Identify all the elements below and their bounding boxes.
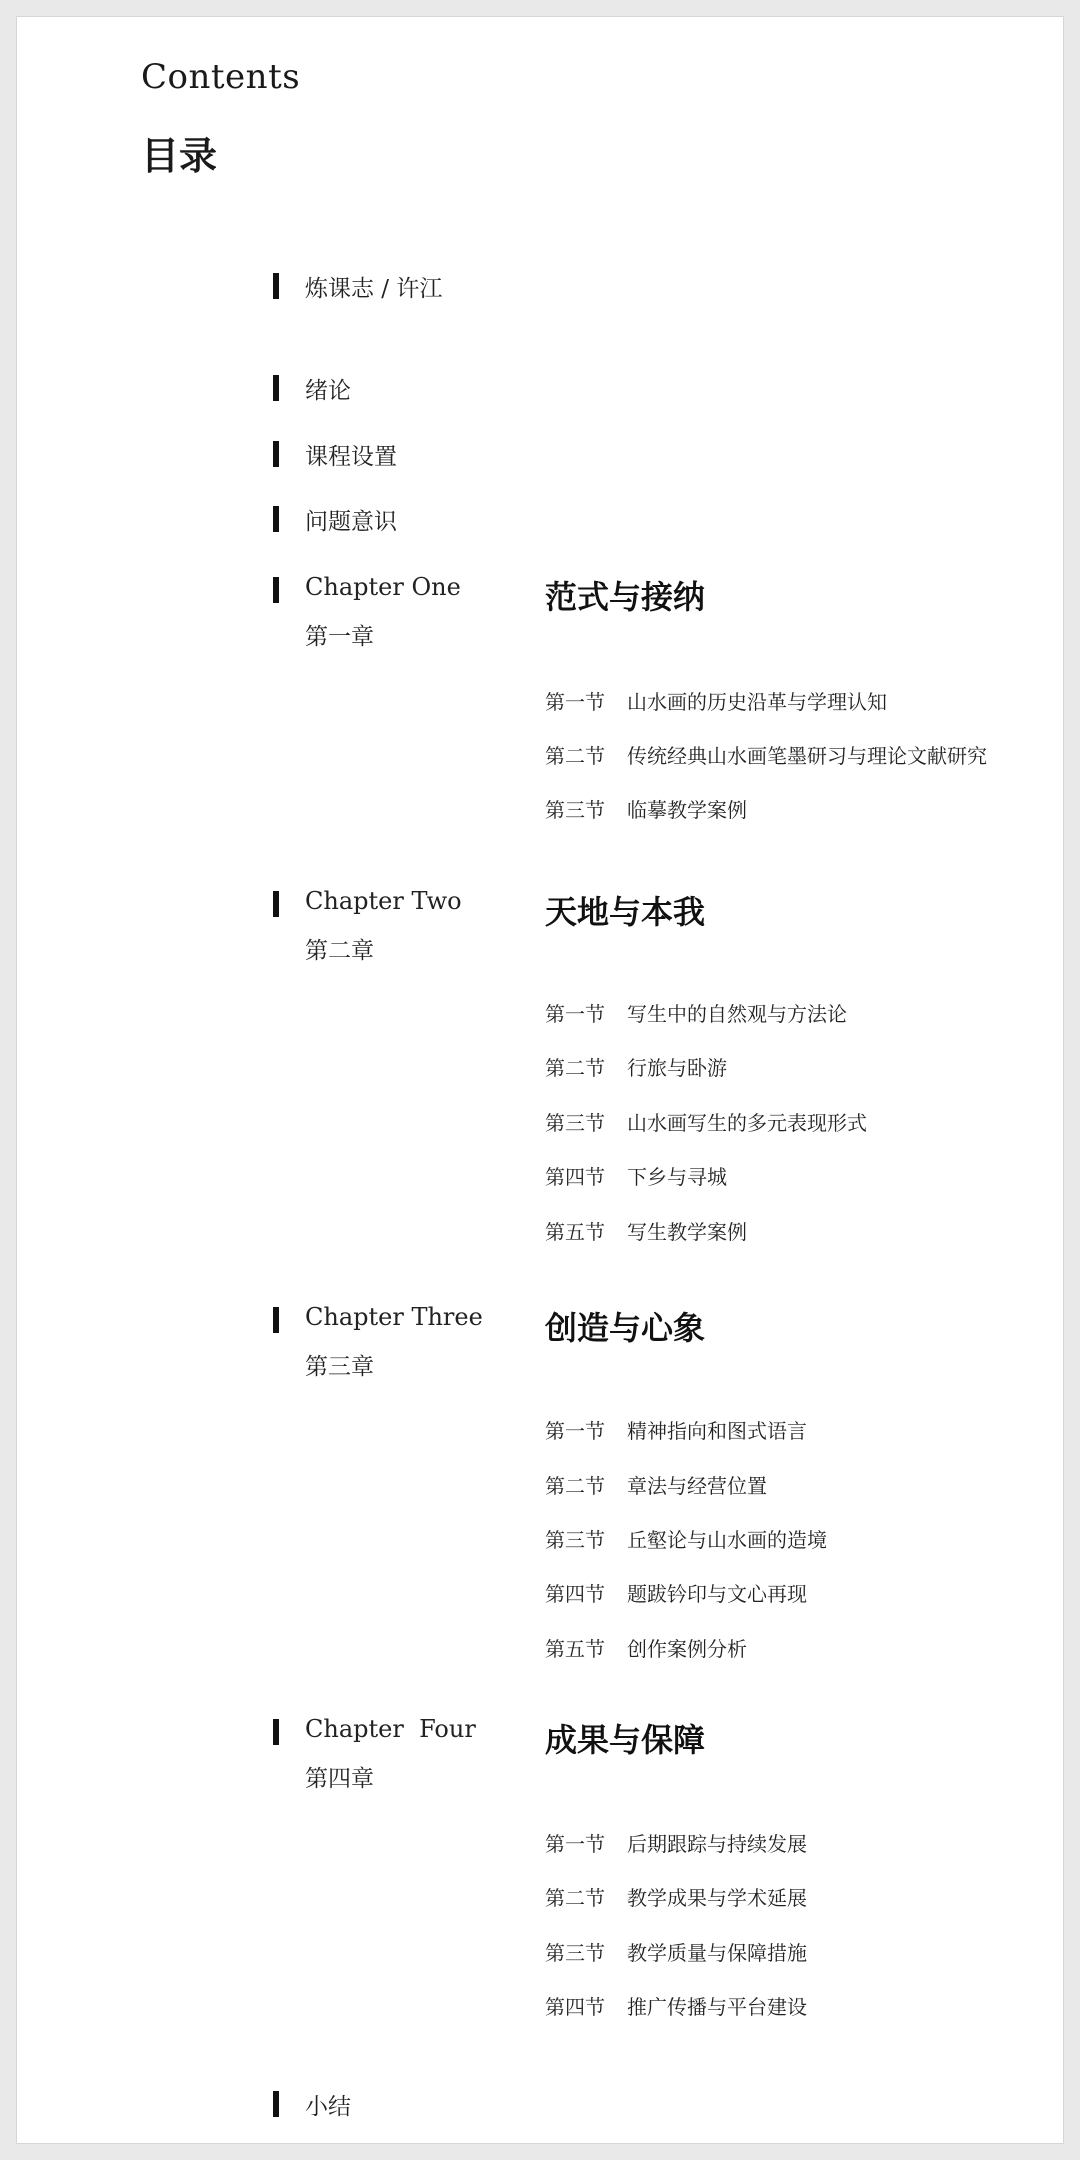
chapter-2-title[interactable]: 天地与本我 — [545, 893, 706, 931]
entry-bar-marker — [273, 506, 279, 532]
section-number: 第三节 — [545, 1528, 605, 1552]
section-entry[interactable] — [545, 998, 847, 1027]
chapter-bar-marker — [273, 891, 279, 917]
section-number: 第一节 — [545, 1002, 605, 1026]
chapter-2-label-en: Chapter Two — [305, 887, 462, 915]
chapter-bar-marker — [273, 1307, 279, 1333]
section-number: 第二节 — [545, 1474, 605, 1498]
section-entry[interactable] — [545, 1052, 727, 1081]
contents-heading-zh: 目录 — [141, 133, 218, 178]
section-title: 创作案例分析 — [627, 1637, 747, 1661]
chapter-3-title[interactable]: 创造与心象 — [545, 1309, 706, 1347]
section-title: 章法与经营位置 — [627, 1474, 767, 1498]
chapter-3-label-en: Chapter Three — [305, 1303, 483, 1331]
section-title: 题跋钤印与文心再现 — [627, 1582, 807, 1606]
entry-bar-marker — [273, 273, 279, 299]
section-number: 第二节 — [545, 744, 605, 768]
chapter-3-label-zh: 第三章 — [305, 1354, 374, 1380]
chapter-4-label-zh: 第四章 — [305, 1766, 374, 1792]
section-title: 写生教学案例 — [627, 1220, 747, 1244]
section-number: 第一节 — [545, 1419, 605, 1443]
chapter-4-label-en: Chapter Four — [305, 1715, 476, 1743]
section-number: 第四节 — [545, 1165, 605, 1189]
section-title: 传统经典山水画笔墨研习与理论文献研究 — [627, 744, 987, 768]
section-number: 第二节 — [545, 1056, 605, 1080]
section-title: 写生中的自然观与方法论 — [627, 1002, 847, 1026]
section-entry[interactable] — [545, 740, 987, 769]
section-number: 第五节 — [545, 1220, 605, 1244]
toc-entry-course-setup[interactable]: 课程设置 — [305, 444, 397, 470]
section-entry[interactable] — [545, 1882, 807, 1911]
section-title: 教学质量与保障措施 — [627, 1941, 807, 1965]
toc-entry-summary[interactable]: 小结 — [305, 2094, 351, 2120]
section-title: 精神指向和图式语言 — [627, 1419, 807, 1443]
section-number: 第三节 — [545, 1111, 605, 1135]
section-number: 第五节 — [545, 1637, 605, 1661]
section-number: 第一节 — [545, 690, 605, 714]
toc-entry-introduction[interactable]: 绪论 — [305, 378, 351, 404]
section-entry[interactable] — [545, 1578, 807, 1607]
chapter-1-label-zh: 第一章 — [305, 624, 374, 650]
section-title: 临摹教学案例 — [627, 798, 747, 822]
toc-entry-problem-awareness[interactable]: 问题意识 — [305, 509, 397, 535]
section-entry[interactable] — [545, 686, 887, 715]
section-entry[interactable] — [545, 794, 747, 823]
section-entry[interactable] — [545, 1524, 827, 1553]
entry-bar-marker — [273, 375, 279, 401]
section-entry[interactable] — [545, 1470, 767, 1499]
section-number: 第四节 — [545, 1995, 605, 2019]
entry-bar-marker — [273, 2091, 279, 2117]
section-entry[interactable] — [545, 1161, 727, 1190]
section-title: 山水画的历史沿革与学理认知 — [627, 690, 887, 714]
chapter-1-title[interactable]: 范式与接纳 — [545, 578, 706, 616]
section-entry[interactable] — [545, 1937, 807, 1966]
section-number: 第一节 — [545, 1832, 605, 1856]
section-entry[interactable] — [545, 1216, 747, 1245]
section-title: 山水画写生的多元表现形式 — [627, 1111, 867, 1135]
section-title: 推广传播与平台建设 — [627, 1995, 807, 2019]
toc-entry-preface[interactable]: 炼课志 / 许江 — [305, 276, 443, 302]
section-entry[interactable] — [545, 1633, 747, 1662]
section-title: 行旅与卧游 — [627, 1056, 727, 1080]
chapter-1-label-en: Chapter One — [305, 573, 461, 601]
chapter-bar-marker — [273, 1719, 279, 1745]
section-entry[interactable] — [545, 1415, 807, 1444]
section-number: 第四节 — [545, 1582, 605, 1606]
section-title: 后期跟踪与持续发展 — [627, 1832, 807, 1856]
section-entry[interactable] — [545, 1107, 867, 1136]
contents-heading-en: Contents — [141, 57, 301, 97]
section-number: 第三节 — [545, 1941, 605, 1965]
toc-page — [16, 16, 1064, 2144]
section-title: 丘壑论与山水画的造境 — [627, 1528, 827, 1552]
section-title: 下乡与寻城 — [627, 1165, 727, 1189]
section-number: 第三节 — [545, 798, 605, 822]
chapter-bar-marker — [273, 577, 279, 603]
section-entry[interactable] — [545, 1991, 807, 2020]
section-number: 第二节 — [545, 1886, 605, 1910]
chapter-4-title[interactable]: 成果与保障 — [545, 1721, 706, 1759]
chapter-2-label-zh: 第二章 — [305, 938, 374, 964]
section-title: 教学成果与学术延展 — [627, 1886, 807, 1910]
entry-bar-marker — [273, 441, 279, 467]
section-entry[interactable] — [545, 1828, 807, 1857]
